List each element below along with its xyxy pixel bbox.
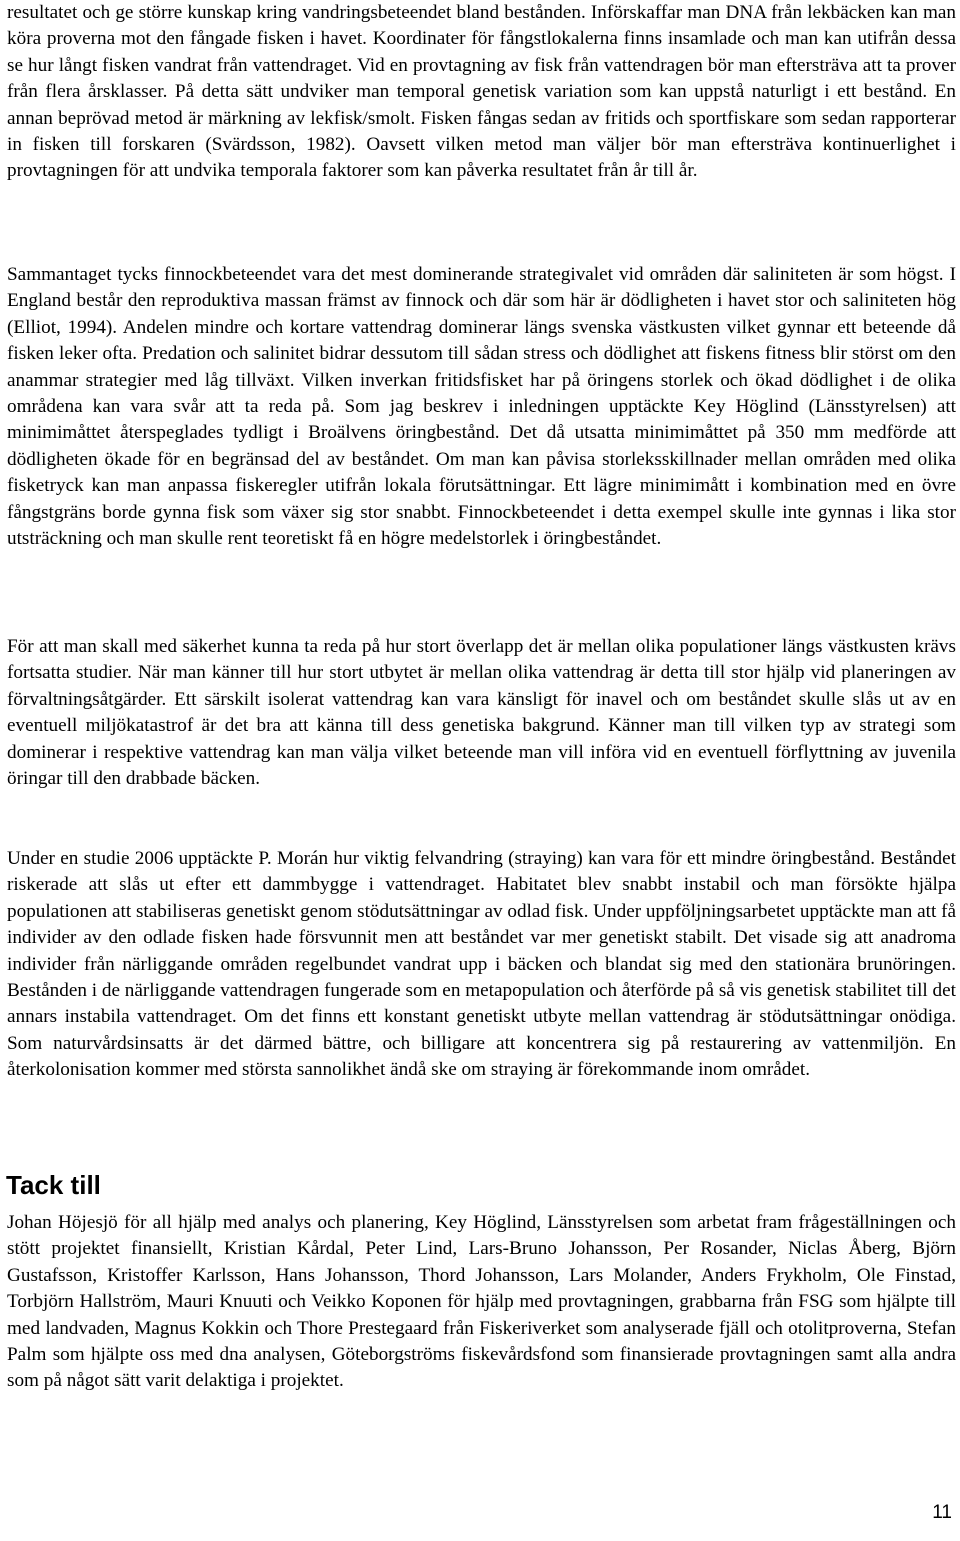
paragraph-sampling-methods: resultatet och ge större kunskap kring vandringsbeteendet bland bestånden. Införskaffar man DNA från lekbäcken kan man köra proverna mot den fångade fisken i havet. Koordinater för fångstlokalerna finns insamlade och man kan utifrån dessa se hur långt fisken vandrat från vattendraget. Vid en provtagning av fisk från vattendragen bör man eftersträva att ta prover från flera årsklasser. På detta sätt undviker man temporal genetisk variation som kan uppstå naturligt i ett bestånd. En annan beprövad metod är märkning av lekfisk/smolt. Fisken fångas sedan av fritids och sportfiskare som sedan rapporterar in fisken till forskaren (Svärdsson, 1982). Oavsett vilken metod man väljer bör man eftersträva kontinuerlighet i provtagningen för att undvika temporala faktorer som kan påverka resultatet från år till år.	[7, 2, 956, 182]
acknowledgements-text: Johan Höjesjö för all hjälp med analys och planering, Key Höglind, Länsstyrelsen som arbetat fram frågeställningen och stött projektet finansiellt, Kristian Kårdal, Peter Lind, Lars-Bruno Johansson, Per Rosander, Niclas Åberg, Björn Gustafsson, Kristoffer Karlsson, Hans Johansson, Thord Johansson, Lars Molander, Anders Frykholm, Ole Finstad, Torbjörn Hallström, Mauri Knuuti och Veikko Koponen för hjälp med provtagningen, grabbarna från FSG som hjälpte till med landvaden, Magnus Kokkin och Thore Prestegaard från Fiskeriverket som analyserade fjäll och otolitproverna, Stefan Palm som hjälpte oss med dna analysen, Göteborgströms fiskevårdsfond som finansierade provtagningen samt alla andra som på något sätt varit delaktiga i projektet.	[7, 1212, 956, 1392]
paragraph-finnock-strategy: Sammantaget tycks finnockbeteendet vara det mest dominerande strategivalet vid områden där saliniteten är som högst. I England består den reproduktiva massan främst av finnock och där som här är dödligheten i havet stor och saliniteten hög (Elliot, 1994). Andelen mindre och kortare vattendrag dominerar längs svenska västkusten vilket gynnar ett beteende då fisken leker ofta. Predation och salinitet bidrar dessutom till sådan stress och dödlighet att fiskens fitness blir störst om den anammar strategier med låg tillväxt. Vilken inverkan fritidsfisket har på öringens storlek och ökad dödlighet i de olika områdena kan vara svår att ta reda på. Som jag beskrev i inledningen upptäckte Key Höglind (Länsstyrelsen) att minimimåttet återspeglades tydligt i Broälvens öringbestånd. Det då utsatta minimimåttet på 350 mm medförde att dödligheten ökade för en begränsad del av beståndet. Om man kan påvisa storleksskillnader mellan områden med olika fisketryck kan man anpassa fiskeregler utifrån lokala förutsättningar. Ett lägre minimimått i kombination med en övre fångstgräns borde gynna fisk som växer sig stor snabbt. Finnockbeteendet i detta exempel skulle inte gynnas i lika stor utsträckning och man skulle rent teoretiskt få en högre medelstorlek i öringbeståndet.	[7, 264, 956, 550]
paragraph-further-studies: För att man skall med säkerhet kunna ta reda på hur stort överlapp det är mellan olika populationer längs västkusten krävs fortsatta studier. När man känner till hur stort utbytet är mellan olika vattendrag är detta till stor hjälp vid planeringen av förvaltningsåtgärder. Ett särskilt isolerat vattendrag kan vara känsligt för inavel och om beståndet skulle slås ut av en eventuell miljökatastrof är det bra att känna till dess genetiska bakgrund. Känner man till vilken typ av strategi som dominerar i respektive vattendrag kan man välja vilket beteende man vill införa vid en eventuell förflyttning av juvenila öringar till den drabbade bäcken.	[7, 636, 956, 790]
page-number: 11	[932, 1502, 952, 1523]
acknowledgements-heading: Tack till	[6, 1170, 101, 1200]
paragraph-straying-study: Under en studie 2006 upptäckte P. Morán hur viktig felvandring (straying) kan vara för ett mindre öringbestånd. Beståndet riskerade att slås ut efter ett dammbygge i vattendraget. Habitatet blev snabbt instabil och man försökte hjälpa populationen att stabiliseras genetiskt genom stödutsättningar av odlad fisk. Under uppföljningsarbetet upptäckte man att få individer av den odlade fisken hade försvunnit men att beståndet var mer genetiskt stabilt. Det visade sig att anadroma individer från närliggande områden regelbundet vandrat upp i bäcken och blandat sig med den stationära brunöringen. Bestånden i de närliggande vattendragen fungerade som en metapopulation och återförde på så vis genetisk stabilitet till det annars instabila vattendraget. Om det finns ett konstant genetiskt utbyte mellan vattendrag är stödutsättningar onödiga. Som naturvårdsinsatts är det därmed bättre, och billigare att koncentrera sig på restaurering av vattenmiljön. En återkolonisation kommer med största sannolikhet ändå ske om straying är förekommande inom området.	[7, 848, 957, 1081]
